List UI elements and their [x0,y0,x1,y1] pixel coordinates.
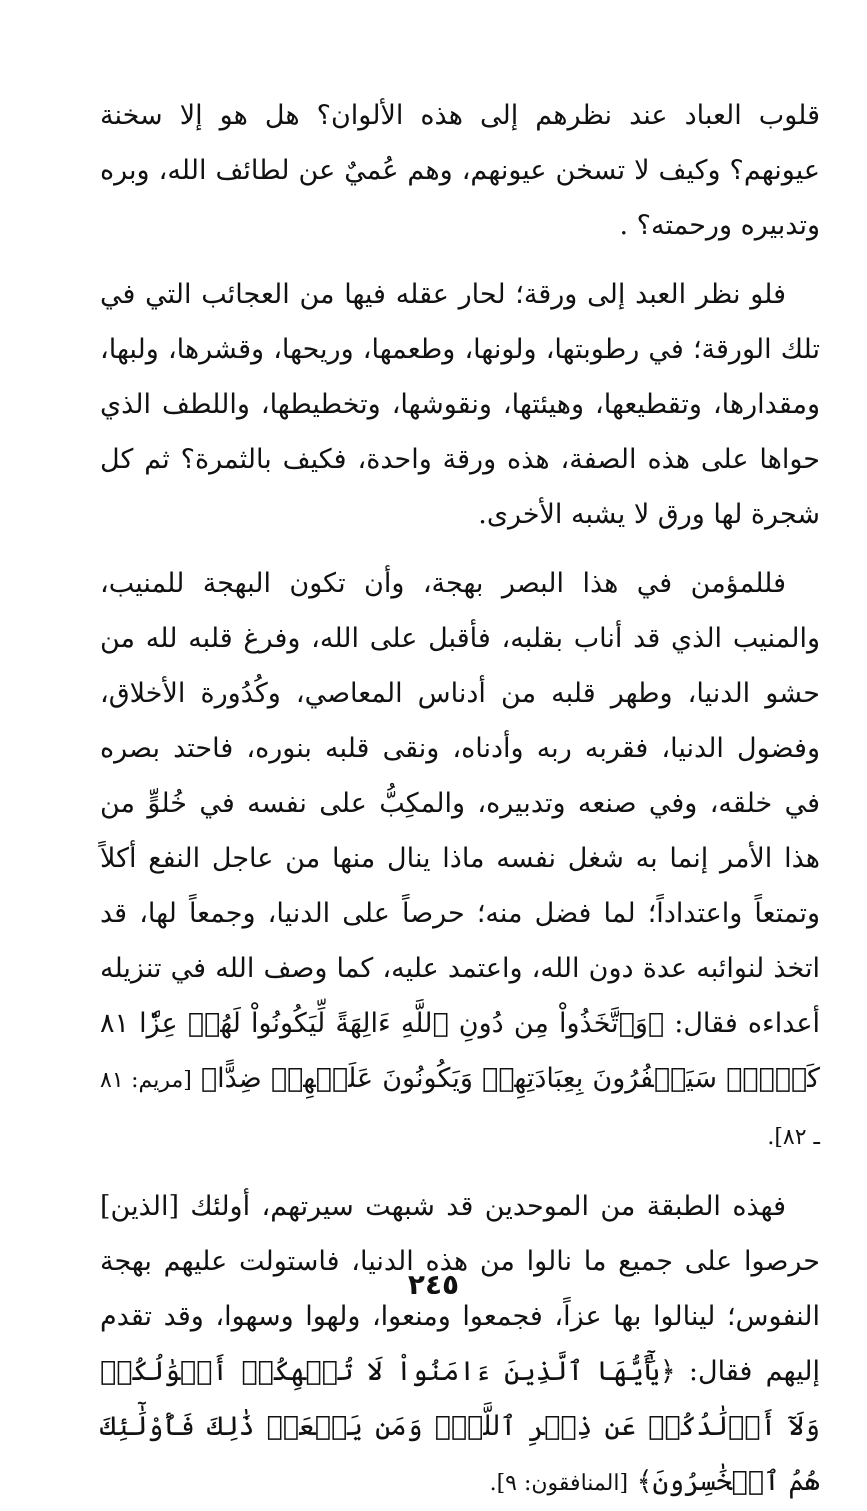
paragraph-4 [100,1179,820,1511]
quran-verse-maryam: ﴿وَٱتَّخَذُواْ مِن دُونِ ٱللَّهِ ءَالِهَةً لِّيَكُونُواْ لَهُمۡ عِزّٗا ٨١ كَلَّاۚ سَيَكۡفُرُونَ بِعِبَادَتِهِمۡ وَيَكُونُونَ عَلَيۡهِمۡ ضِدًّا﴾ [100,1008,820,1094]
paragraph-1: قلوب العباد عند نظرهم إلى هذه الألوان؟ هل هو إلا سخنة عيونهم؟ وكيف لا تسخن عيونهم، وهم عُميٌ عن لطائف الله، وبره وتدبيره ورحمته؟ . [100,100,820,241]
verse-reference-maryam: [مريم: ٨١ ـ ٨٢]. [100,1068,820,1150]
paragraph-3-text: فللمؤمن في هذا البصر بهجة، وأن تكون البهجة للمنيب، والمنيب الذي قد أناب بقلبه، فأقبل على الله، وفرغ قلبه لله من حشو الدنيا، وطهر قلبه من أدناس المعاصي، وكُدُورة الأخلاق، وفضول الدنيا، فقربه ربه وأدناه، ونقى قلبه بنوره، فاحتد بصره في خلقه، وفي صنعه وتدبيره، والمكِبُّ على نفسه في خُلوٍّ من هذا الأمر إنما به شغل نفسه ماذا ينال منها من عاجل النفع أكلاً وتمتعاً واعتداداً؛ لما فضل منه؛ حرصاً على الدنيا، وجمعاً لها، قد اتخذ لنوائبه عدة دون الله، واعتمد عليه، كما وصف الله في تنزيله أعداءه فقال: [100,568,820,1039]
page-number: ٢٤٥ [407,1268,460,1301]
verse-reference-munafiqun: [المنافقون: ٩]. [489,1471,629,1496]
paragraph-2: فلو نظر العبد إلى ورقة؛ لحار عقله فيها من العجائب التي في تلك الورقة؛ في رطوبتها، ولونها، وطعمها، وريحها، وقشرها، ولبها، ومقدارها، وتقطيعها، وهيئتها، ونقوشها، وتخطيطها، واللطف الذي حواها على هذه الصفة، هذه ورقة واحدة، فكيف بالثمرة؟ ثم كل شجرة لها ورق لا يشبه الأخرى. [100,279,820,530]
paragraph-3 [100,556,820,1165]
quran-verse-munafiqun: ﴿يَٰٓأَيُّهَا ٱلَّذِينَ ءَامَنُواْ لَا تُلۡهِكُمۡ أَمۡوَٰلُكُمۡ وَلَآ أَوۡلَٰدُكُمۡ عَن ذِكۡرِ ٱللَّهِۚ وَمَن يَفۡعَلۡ ذَٰلِكَ فَأُوْلَٰٓئِكَ هُمُ ٱلۡخَٰسِرُونَ﴾ [100,1356,820,1497]
paragraph-4-text: فهذه الطبقة من الموحدين قد شبهت سيرتهم، أولئك [الذين] حرصوا على جميع ما نالوا من هذه الدنيا، فاستولت عليهم بهجة النفوس؛ لينالوا بها عزاً، فجمعوا ومنعوا، ولهوا وسهوا، وقد تقدم إليهم فقال: [100,1191,820,1387]
